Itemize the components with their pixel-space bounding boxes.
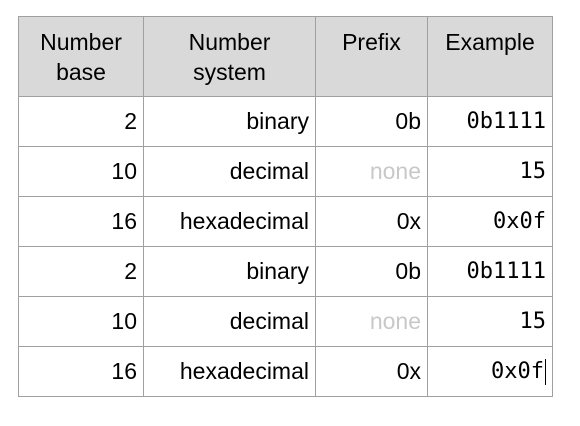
- cell-base[interactable]: 16: [19, 347, 144, 397]
- number-base-table-container: [18, 16, 553, 397]
- cell-example[interactable]: 0x0f: [428, 197, 553, 247]
- cell-base[interactable]: 2: [19, 247, 144, 297]
- cell-system[interactable]: decimal: [144, 147, 316, 197]
- text-caret: [545, 359, 546, 385]
- cell-system[interactable]: decimal: [144, 297, 316, 347]
- cell-system[interactable]: hexadecimal: [144, 197, 316, 247]
- cell-base[interactable]: 10: [19, 297, 144, 347]
- cell-prefix[interactable]: 0b: [316, 247, 428, 297]
- cell-prefix[interactable]: 0b: [316, 97, 428, 147]
- cell-example-active[interactable]: [428, 347, 553, 397]
- cell-prefix[interactable]: none: [316, 147, 428, 197]
- table-row: [19, 297, 553, 347]
- table-header: [19, 17, 553, 97]
- table-row: [19, 247, 553, 297]
- table-row: [19, 147, 553, 197]
- header-number-system[interactable]: Number system: [144, 17, 316, 97]
- cell-base[interactable]: 16: [19, 197, 144, 247]
- header-prefix[interactable]: Prefix: [316, 17, 428, 97]
- table-body: [19, 97, 553, 397]
- header-row: [19, 17, 553, 97]
- cell-prefix[interactable]: 0x: [316, 347, 428, 397]
- cell-prefix[interactable]: none: [316, 297, 428, 347]
- number-base-table[interactable]: [18, 16, 553, 397]
- cell-system[interactable]: hexadecimal: [144, 347, 316, 397]
- cell-example[interactable]: 15: [428, 147, 553, 197]
- header-example[interactable]: Example: [428, 17, 553, 97]
- cell-system[interactable]: binary: [144, 97, 316, 147]
- cell-example[interactable]: 15: [428, 297, 553, 347]
- header-number-base[interactable]: Number base: [19, 17, 144, 97]
- cell-example[interactable]: 0b1111: [428, 97, 553, 147]
- cell-prefix[interactable]: 0x: [316, 197, 428, 247]
- cell-base[interactable]: 2: [19, 97, 144, 147]
- cell-system[interactable]: binary: [144, 247, 316, 297]
- cell-base[interactable]: 10: [19, 147, 144, 197]
- table-row: [19, 197, 553, 247]
- cell-example-text: 0x0f: [491, 358, 544, 384]
- table-row: [19, 347, 553, 397]
- cell-example[interactable]: 0b1111: [428, 247, 553, 297]
- table-row: [19, 97, 553, 147]
